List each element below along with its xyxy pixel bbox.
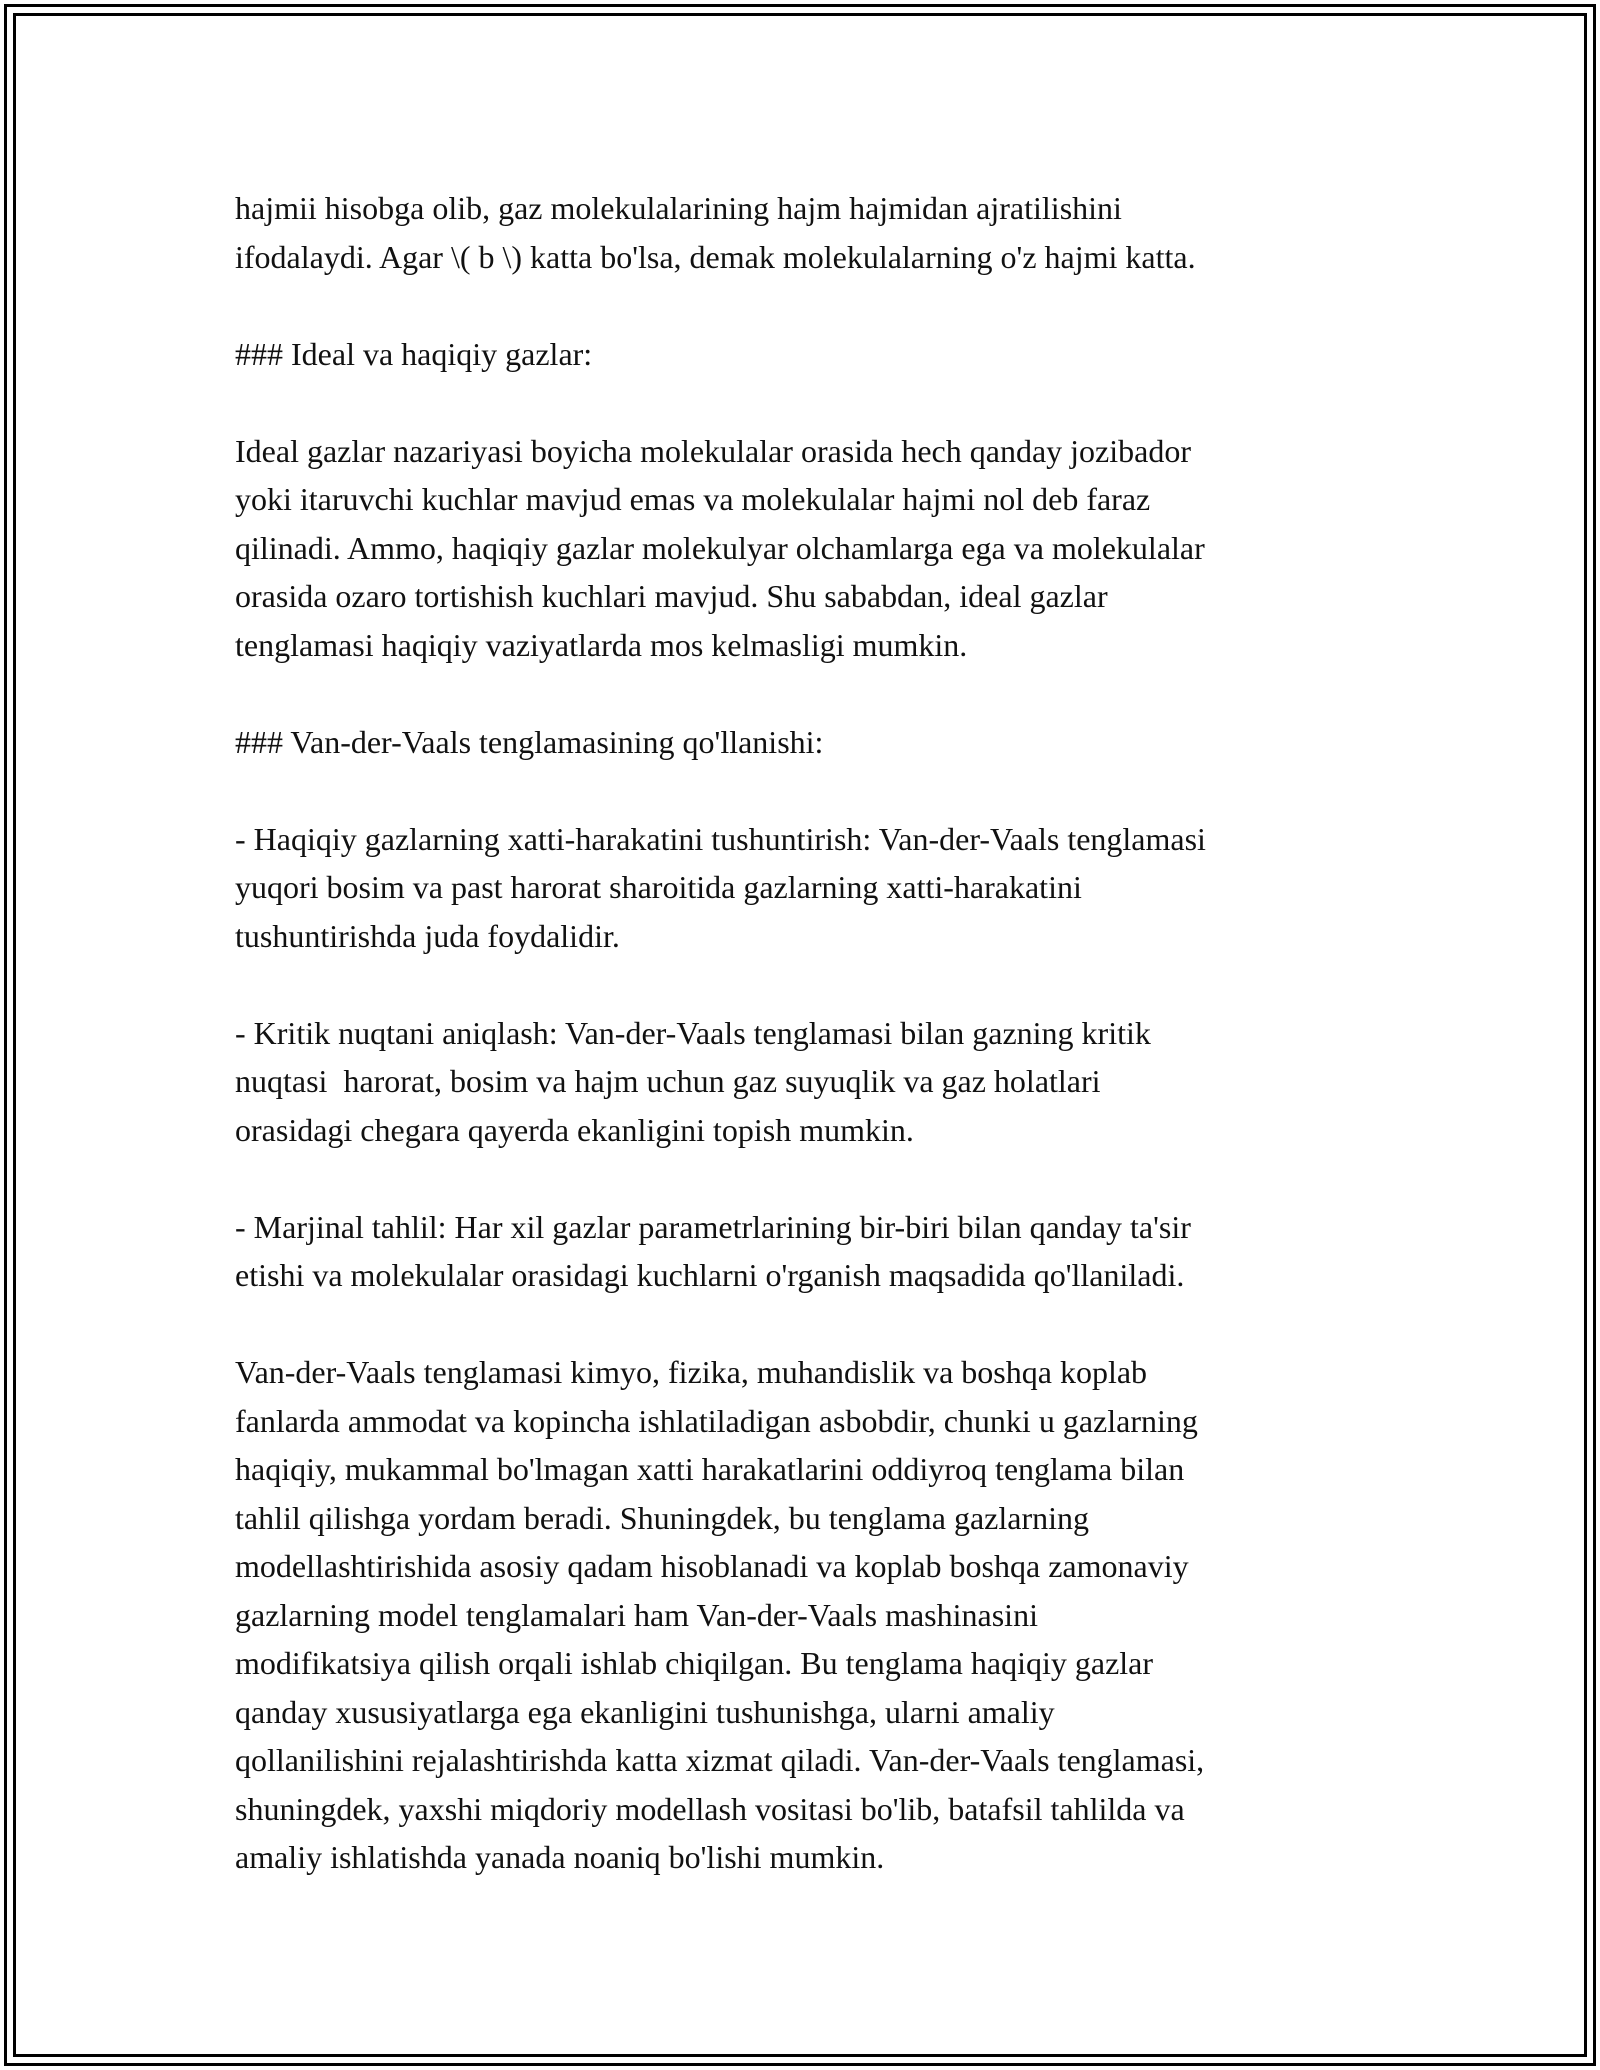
- text-line: modifikatsiya qilish orqali ishlab chiqilgan. Bu tenglama haqiqiy gazlar: [235, 1645, 1154, 1681]
- paragraph-spacer: [235, 669, 1375, 718]
- paragraph-spacer: [235, 281, 1375, 330]
- bullet-line: tushuntirishda juda foydalidir.: [235, 917, 620, 954]
- section-heading: ### Van-der-Vaals tenglamasining qo'llanishi:: [235, 723, 824, 760]
- paragraph-spacer: [235, 960, 1375, 1009]
- text-line: modellashtirishida asosiy qadam hisoblanadi va koplab boshqa zamonaviy: [235, 1548, 1189, 1584]
- conclusion-paragraph: [235, 1348, 1375, 1882]
- text-line: gazlarning model tenglamalari ham Van-der-Vaals mashinasini: [235, 1596, 1038, 1633]
- intro-paragraph: [235, 184, 1375, 281]
- paragraph-spacer: [235, 1154, 1375, 1203]
- bullet-real-gas-behavior: [235, 815, 1375, 961]
- section-heading: ### Ideal va haqiqiy gazlar:: [235, 335, 593, 372]
- paragraph-spacer: [235, 1300, 1375, 1349]
- text-line: haqiqiy, mukammal bo'lmagan xatti harakatlarini oddiyroq tenglama bilan: [235, 1451, 1185, 1487]
- paragraph-spacer: [235, 766, 1375, 815]
- heading-applications: [235, 718, 1375, 767]
- bullet-line: - Kritik nuqtani aniqlash: Van-der-Vaals tenglamasi bilan gazning kritik: [235, 1014, 1151, 1051]
- bullet-line: orasidagi chegara qayerda ekanligini topish mumkin.: [235, 1111, 914, 1148]
- text-line: qilinadi. Ammo, haqiqiy gazlar molekulyar olchamlarga ega va molekulalar: [235, 529, 1205, 566]
- text-line: ifodalaydi. Agar \( b \) katta bo'lsa, demak molekulalarning o'z hajmi katta.: [235, 238, 1196, 275]
- bullet-marginal-analysis: [235, 1203, 1375, 1300]
- bullet-line: - Marjinal tahlil: Har xil gazlar parametrlarining bir-biri bilan qanday ta'sir: [235, 1208, 1191, 1245]
- text-line: tahlil qilishga yordam beradi. Shuningdek, bu tenglama gazlarning: [235, 1499, 1090, 1536]
- bullet-critical-point: [235, 1009, 1375, 1155]
- text-line: hajmii hisobga olib, gaz molekulalarining hajm hajmidan ajratilishini: [235, 190, 1122, 226]
- text-line: Ideal gazlar nazariyasi boyicha molekulalar orasida hech qanday jozibador: [235, 432, 1191, 469]
- text-line: shuningdek, yaxshi miqdoriy modellash vositasi bo'lib, batafsil tahlilda va: [235, 1790, 1185, 1827]
- bullet-line: - Haqiqiy gazlarning xatti-harakatini tushuntirish: Van-der-Vaals tenglamasi: [235, 820, 1206, 857]
- ideal-real-paragraph: [235, 427, 1375, 670]
- text-line: orasida ozaro tortishish kuchlari mavjud. Shu sababdan, ideal gazlar: [235, 578, 1108, 614]
- bullet-line: yuqori bosim va past harorat sharoitida gazlarning xatti-harakatini: [235, 869, 1082, 905]
- text-line: amaliy ishlatishda yanada noaniq bo'lishi mumkin.: [235, 1839, 885, 1875]
- text-line: Van-der-Vaals tenglamasi kimyo, fizika, muhandislik va boshqa koplab: [235, 1354, 1148, 1390]
- bullet-line: nuqtasi harorat, bosim va hajm uchun gaz suyuqlik va gaz holatlari: [235, 1063, 1101, 1099]
- heading-ideal-real-gases: [235, 330, 1375, 379]
- text-line: qollanilishini rejalashtirishda katta xizmat qiladi. Van-der-Vaals tenglamasi,: [235, 1742, 1205, 1778]
- paragraph-spacer: [235, 378, 1375, 427]
- text-line: yoki itaruvchi kuchlar mavjud emas va molekulalar hajmi nol deb faraz: [235, 481, 1151, 517]
- document-body: [235, 184, 1375, 1882]
- bullet-line: etishi va molekulalar orasidagi kuchlarni o'rganish maqsadida qo'llaniladi.: [235, 1257, 1185, 1293]
- text-line: tenglamasi haqiqiy vaziyatlarda mos kelmasligi mumkin.: [235, 626, 968, 663]
- text-line: qanday xususiyatlarga ega ekanligini tushunishga, ularni amaliy: [235, 1693, 1055, 1730]
- text-line: fanlarda ammodat va kopincha ishlatiladigan asbobdir, chunki u gazlarning: [235, 1402, 1198, 1439]
